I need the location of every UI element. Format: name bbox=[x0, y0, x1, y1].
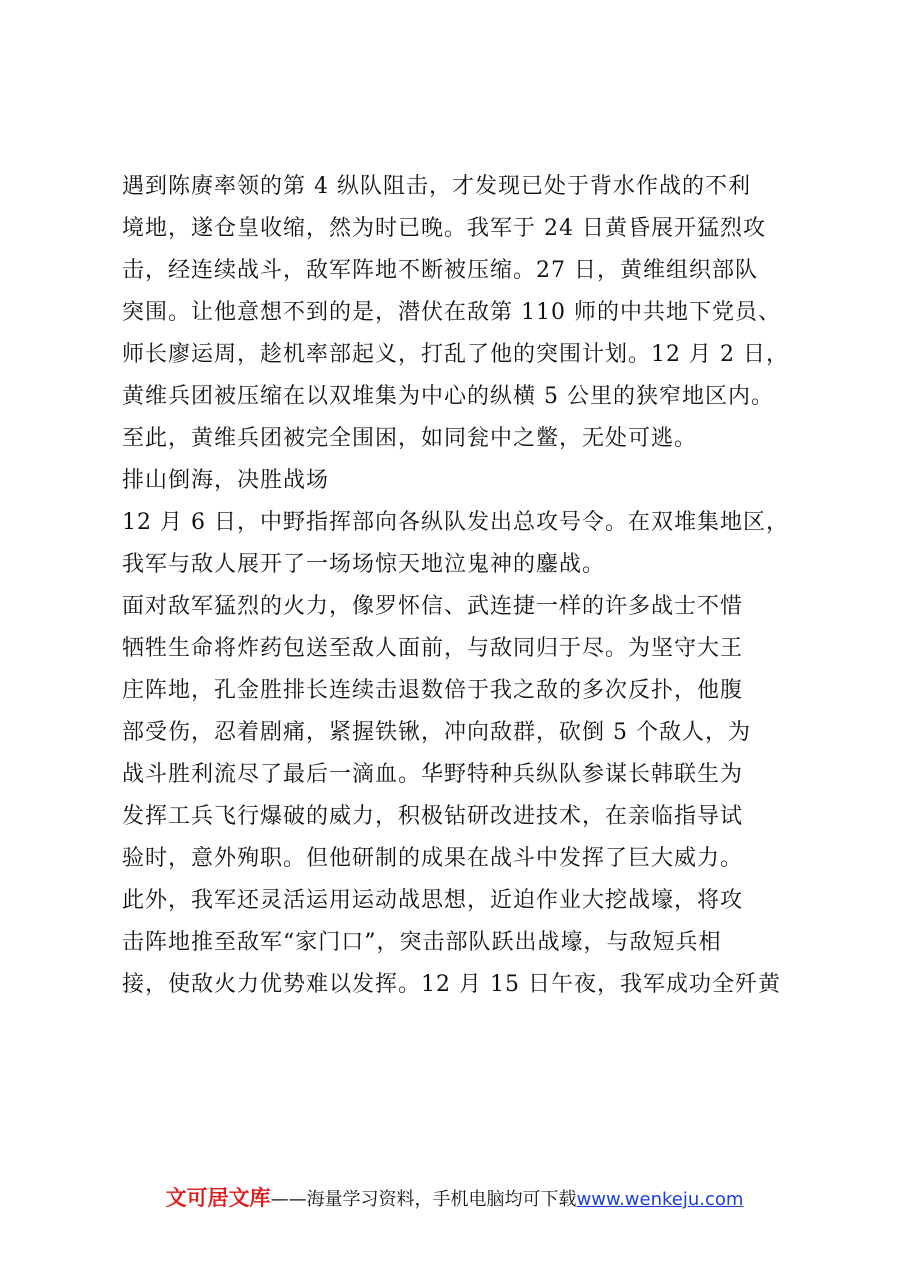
text-line: 此外，我军还灵活运用运动战思想，近迫作业大挖战壕，将攻 bbox=[122, 888, 744, 913]
text-line: 12 月 6 日，中野指挥部向各纵队发出总攻号令。在双堆集地区， bbox=[122, 510, 789, 535]
text-line: 我军与敌人展开了一场场惊天地泣鬼神的鏖战。 bbox=[122, 552, 606, 577]
footer-site-link[interactable]: www.wenkeju.com bbox=[576, 1189, 744, 1210]
section-heading: 排山倒海，决胜战场 bbox=[122, 468, 330, 493]
footer-brand: 文可居文库 bbox=[165, 1186, 271, 1210]
text-line: 师长廖运周，趁机率部起义，打乱了他的突围计划。12 月 2 日， bbox=[122, 342, 789, 367]
text-line: 战斗胜利流尽了最后一滴血。华野特种兵纵队参谋长韩联生为 bbox=[122, 762, 744, 787]
text-line: 验时，意外殉职。但他研制的成果在战斗中发挥了巨大威力。 bbox=[122, 846, 744, 871]
text-line: 面对敌军猛烈的火力，像罗怀信、武连捷一样的许多战士不惜 bbox=[122, 594, 744, 619]
document-body bbox=[122, 166, 802, 1006]
text-line: 部受伤，忍着剧痛，紧握铁锹，冲向敌群，砍倒 5 个敌人，为 bbox=[122, 720, 751, 745]
text-line: 境地，遂仓皇收缩，然为时已晚。我军于 24 日黄昏展开猛烈攻 bbox=[122, 216, 766, 241]
text-line: 击，经连续战斗，敌军阵地不断被压缩。27 日，黄维组织部队 bbox=[122, 258, 758, 283]
footer-tagline: ——海量学习资料，手机电脑均可下载 bbox=[270, 1189, 577, 1210]
text-line: 至此，黄维兵团被完全围困，如同瓮中之鳖，无处可逃。 bbox=[122, 426, 698, 451]
text-line: 遇到陈赓率领的第 4 纵队阻击，才发现已处于背水作战的不利 bbox=[122, 174, 751, 199]
text-line: 黄维兵团被压缩在以双堆集为中心的纵横 5 公里的狭窄地区内。 bbox=[122, 384, 774, 409]
text-line: 庄阵地，孔金胜排长连续击退数倍于我之敌的多次反扑，他腹 bbox=[122, 678, 744, 703]
text-line: 接，使敌火力优势难以发挥。12 月 15 日午夜，我军成功全歼黄 bbox=[122, 972, 781, 997]
text-line: 突围。让他意想不到的是，潜伏在敌第 110 师的中共地下党员、 bbox=[122, 300, 781, 325]
page-footer bbox=[0, 1182, 909, 1212]
text-line: 牺牲生命将炸药包送至敌人面前，与敌同归于尽。为坚守大王 bbox=[122, 636, 744, 661]
text-line: 发挥工兵飞行爆破的威力，积极钻研改进技术，在亲临指导试 bbox=[122, 804, 744, 829]
text-line: 击阵地推至敌军“家门口”，突击部队跃出战壕，与敌短兵相 bbox=[122, 930, 722, 955]
